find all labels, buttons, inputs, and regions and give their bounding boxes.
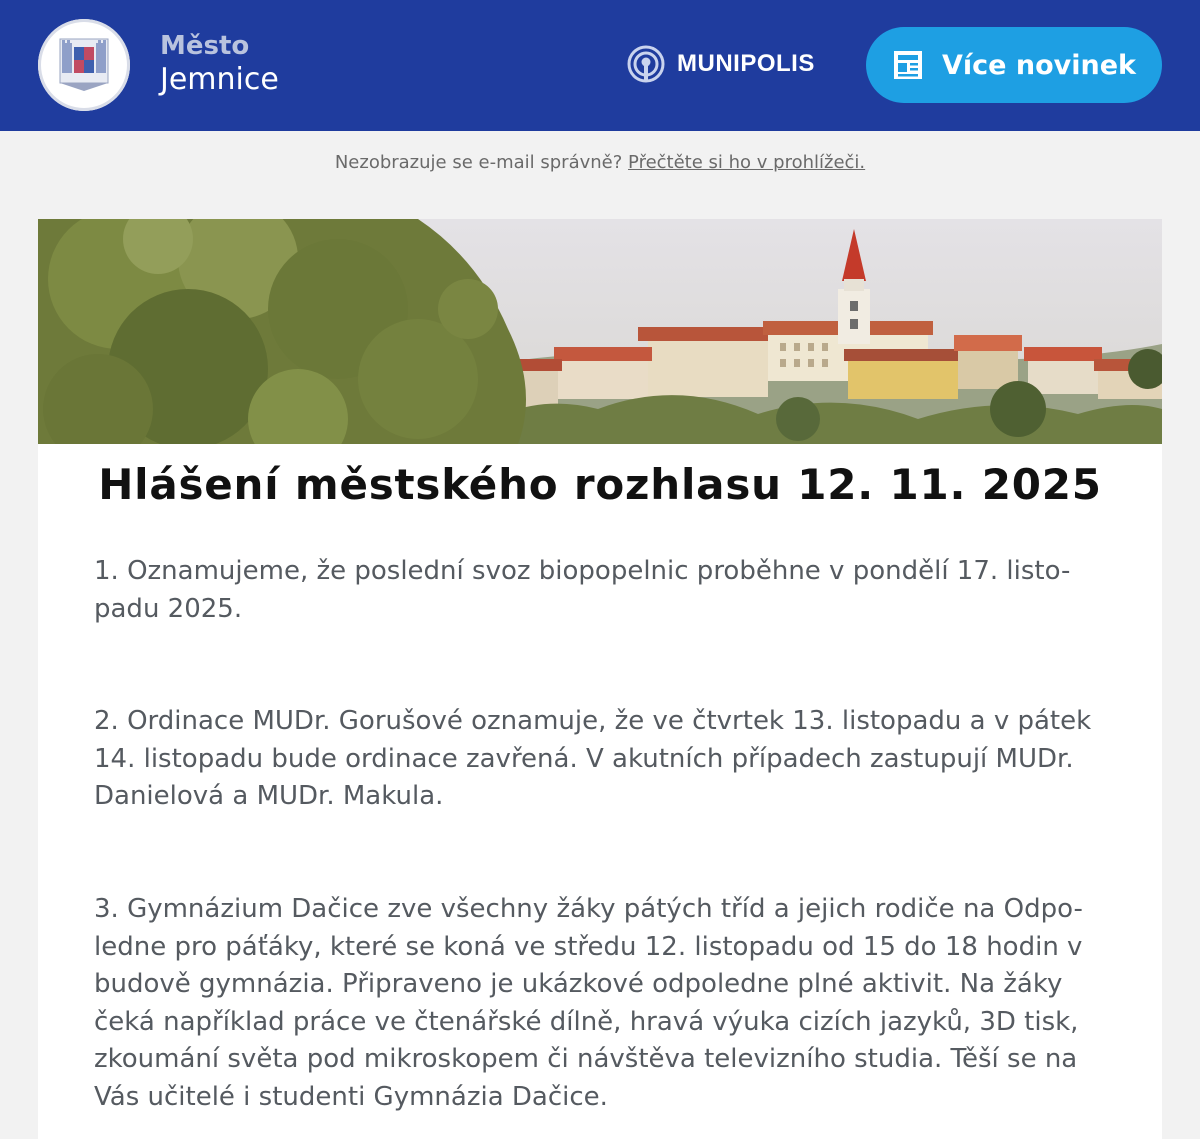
munipolis-link[interactable]: [627, 44, 815, 84]
announcement-3: 3. Gymnázium Dačice zve všechny žáky pátých tříd a jejich rodiče na Odpo- ledne pro páťáky, které se koná ve středu 12. listopadu od 15 do 18 hodin v budově gymnázia. Připraveno je ukázkové odpoledne plné aktivit. Na žáky čeká například práce ve čtenářské dílně, hravá výuka cizích jazyků, 3D tisk, zkoumání světa pod mikroskopem či návštěva televizního studia. Těší se na Vás učitelé i studenti Gymnázia Dačice.: [94, 894, 1083, 1112]
town-name[interactable]: [160, 30, 279, 98]
announcement-2: 2. Ordinace MUDr. Gorušové oznamuje, že ve čtvrtek 13. listopadu a v pátek 14. listopadu bude ordinace zavřená. V akutních případech zastupují MUDr. Danielová a MUDr. Makula.: [94, 706, 1092, 811]
brand-line-2: Jemnice: [160, 62, 279, 97]
announcement-1: 1. Oznamujeme, že poslední svoz biopopelnic proběhne v pondělí 17. listo- padu 2025.: [94, 556, 1071, 624]
town-logo[interactable]: [38, 19, 130, 111]
munipolis-label: MUNIPOLIS: [677, 50, 815, 77]
preheader: [0, 152, 1200, 173]
more-news-label: Více novinek: [942, 49, 1136, 81]
brand-line-1: Město: [160, 31, 250, 61]
preheader-text: Nezobrazuje se e-mail správně?: [334, 152, 623, 173]
article-title: Hlášení městského rozhlasu 12. 11. 2025: [98, 460, 1102, 509]
view-in-browser-link[interactable]: Přečtěte si ho v prohlížeči.: [628, 152, 866, 173]
newspaper-icon: [892, 49, 924, 81]
hero-image: [38, 219, 1162, 444]
more-news-button[interactable]: [866, 27, 1162, 103]
email-header: [0, 0, 1200, 131]
coat-of-arms-icon: [58, 37, 110, 93]
broadcast-icon: [627, 45, 665, 83]
